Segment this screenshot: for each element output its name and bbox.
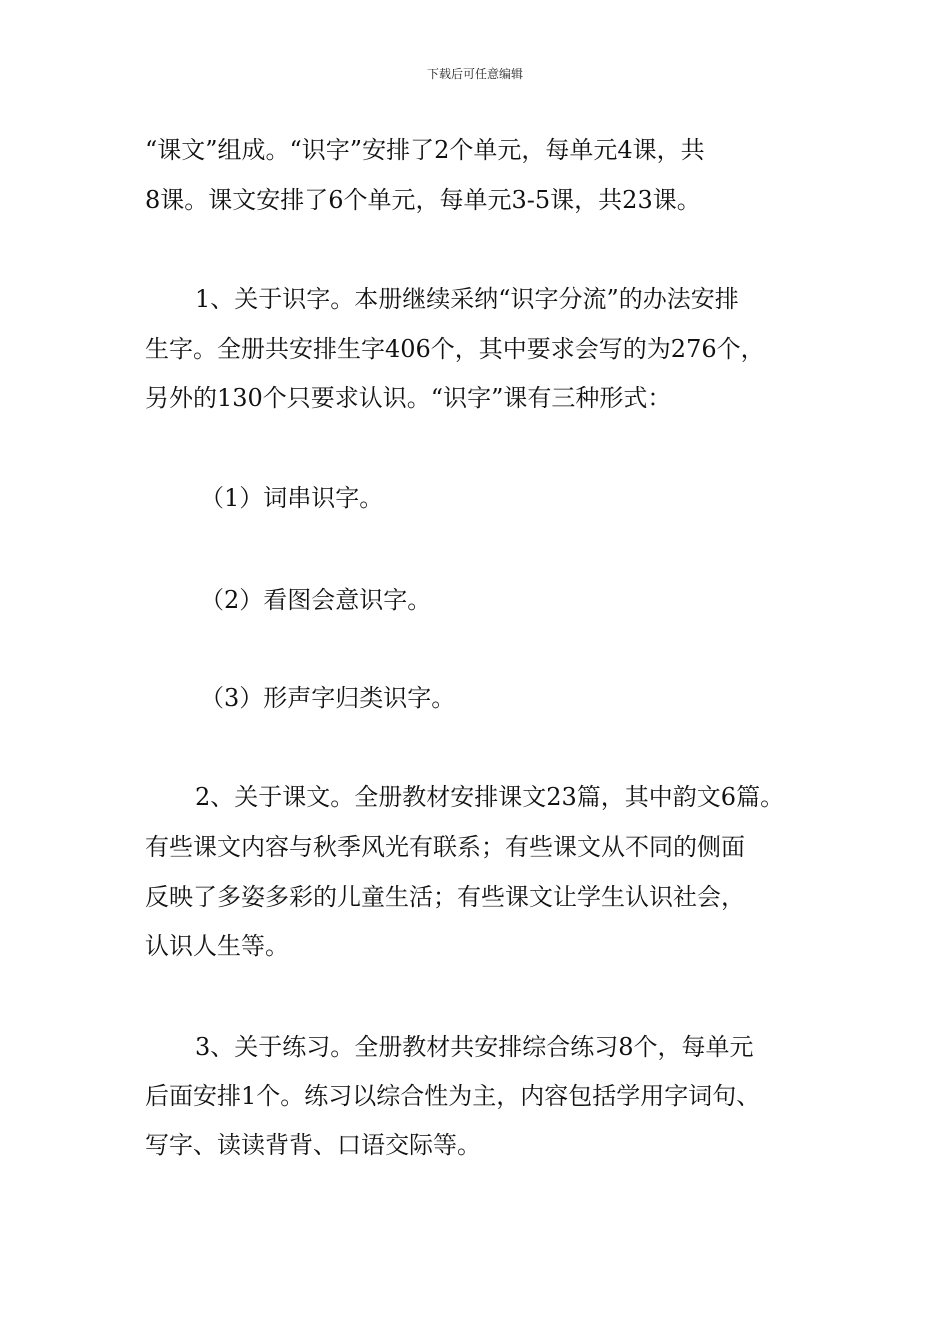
text-line: 另外的130个只要求认识。“识字”课有三种形式： bbox=[145, 384, 672, 412]
list-item: （2）看图会意识字。 bbox=[200, 586, 432, 614]
page-header: 下载后可任意编辑 bbox=[426, 67, 523, 81]
text-line: 后面安排1个。练习以综合性为主，内容包括学用字词句、 bbox=[145, 1082, 761, 1110]
paragraph-line: 3、关于练习。全册教材共安排综合练习8个，每单元 bbox=[195, 1033, 754, 1061]
text-line: 认识人生等。 bbox=[145, 932, 289, 960]
paragraph-line: 2、关于课文。全册教材安排课文23篇，其中韵文6篇。 bbox=[195, 783, 785, 811]
text-line: 反映了多姿多彩的儿童生活；有些课文让学生认识社会， bbox=[145, 883, 745, 911]
text-line: “课文”组成。“识字”安排了2个单元，每单元4课，共 bbox=[145, 136, 705, 164]
text-line: 生字。全册共安排生字406个，其中要求会写的为276个， bbox=[145, 335, 765, 363]
text-line: 有些课文内容与秋季风光有联系；有些课文从不同的侧面 bbox=[145, 833, 745, 861]
paragraph-line: 1、关于识字。本册继续采纳“识字分流”的办法安排 bbox=[195, 285, 739, 313]
text-line: 写字、读读背背、口语交际等。 bbox=[145, 1131, 481, 1159]
text-line: 8课。课文安排了6个单元，每单元3-5课，共23课。 bbox=[145, 186, 701, 214]
list-item: （1）词串识字。 bbox=[200, 484, 384, 512]
list-item: （3）形声字归类识字。 bbox=[200, 684, 456, 712]
